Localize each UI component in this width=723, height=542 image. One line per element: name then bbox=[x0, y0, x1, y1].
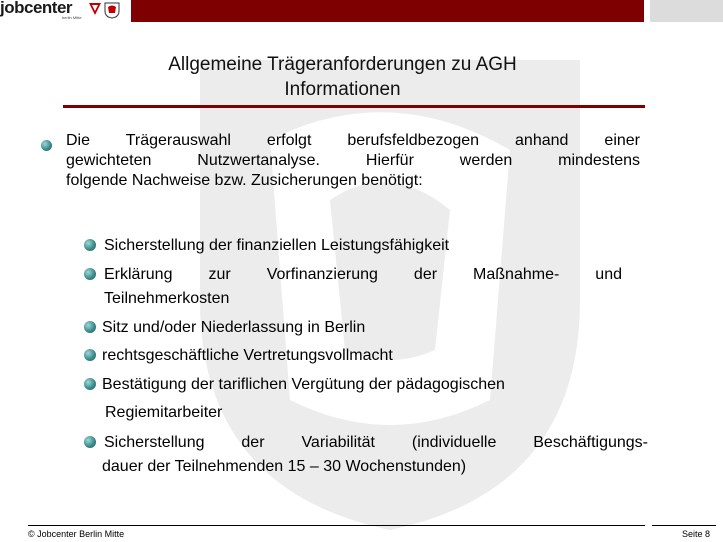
requirement-item: Sitz und/oder Niederlassung in Berlin bbox=[102, 319, 366, 336]
header-band bbox=[131, 0, 644, 22]
bullet-icon bbox=[41, 140, 52, 151]
requirement-item: rechtsgeschäftliche Vertretungsvollmacht bbox=[102, 347, 393, 364]
slide-title bbox=[70, 52, 615, 102]
bullet-icon bbox=[84, 349, 96, 361]
logo-subtitle: berlin Mitte bbox=[62, 15, 82, 20]
requirement-item-continuation: Regiemitarbeiter bbox=[105, 404, 223, 421]
logo-triangle-icon bbox=[89, 2, 101, 16]
header-grey-box bbox=[650, 0, 723, 22]
requirement-item: Sicherstellung der finanziellen Leistungsfähigkeit bbox=[104, 237, 450, 254]
title-line-1: Allgemeine Trägeranforderungen zu AGH bbox=[168, 54, 517, 75]
intro-line: Die Trägerauswahl erfolgt berufsfeldbezogen anhand einer bbox=[66, 132, 640, 149]
logo-wordmark: jobcenter bbox=[0, 0, 73, 17]
intro-line: folgende Nachweise bzw. Zusicherungen benötigt: bbox=[66, 172, 423, 189]
requirement-item-continuation: Teilnehmerkosten bbox=[104, 290, 230, 307]
bullet-icon bbox=[84, 436, 96, 448]
bullet-icon bbox=[84, 321, 96, 333]
berlin-bear-icon bbox=[103, 1, 121, 19]
requirement-item-continuation: dauer der Teilnehmenden 15 – 30 Wochenstunden) bbox=[102, 458, 467, 475]
jobcenter-logo bbox=[0, 0, 128, 22]
title-divider bbox=[63, 105, 645, 108]
intro-line: gewichteten Nutzwertanalyse. Hierfür werden mindestens bbox=[66, 152, 640, 169]
requirement-item: Bestätigung der tariflichen Vergütung der pädagogischen bbox=[102, 376, 505, 393]
bullet-icon bbox=[84, 268, 96, 280]
requirement-item: Erklärung zur Vorfinanzierung der Maßnahme- und bbox=[104, 266, 622, 283]
footer-divider bbox=[652, 525, 716, 526]
bullet-icon bbox=[84, 378, 96, 390]
footer-copyright: © Jobcenter Berlin Mitte bbox=[28, 529, 125, 539]
bullet-icon bbox=[84, 239, 96, 251]
title-line-2: Informationen bbox=[284, 79, 401, 100]
page-number: Seite 8 bbox=[682, 529, 711, 539]
requirement-item: Sicherstellung der Variabilität (individuelle Beschäftigungs- bbox=[104, 434, 648, 451]
footer-divider bbox=[28, 525, 645, 526]
intro-paragraph bbox=[66, 131, 640, 191]
